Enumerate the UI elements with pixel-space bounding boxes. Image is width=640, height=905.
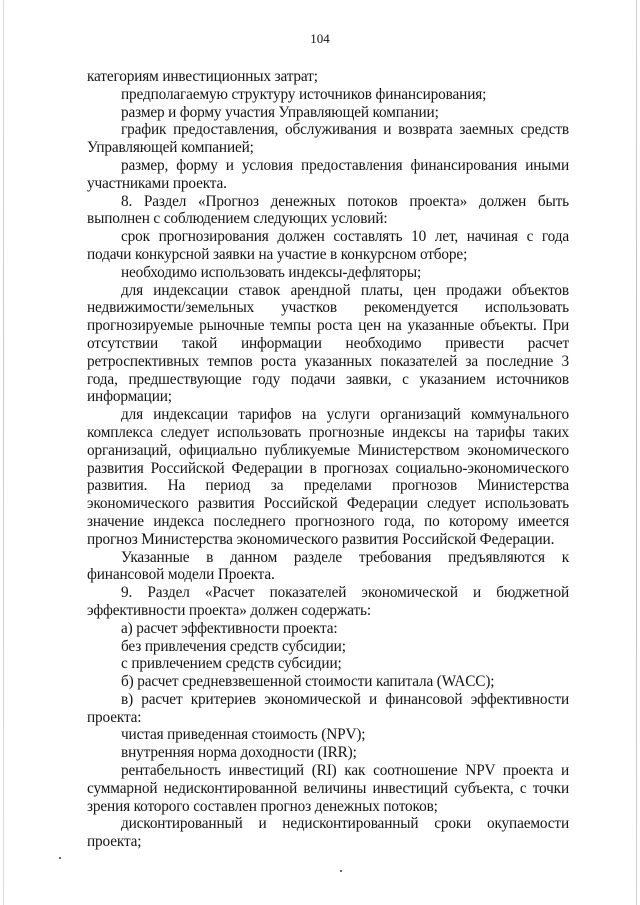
- paragraph-rent-indexation: для индексации ставок арендной платы, цен продажи объектов недвижимости/земельных участков рекомендуется использовать прогнозируемые рыночные темпы роста цен на указанные объекты. При отсутствии такой информации необходимо привести расчет ретроспективных темпов роста указанных показателей за последние 3 года, предшествующие году подачи заявки, с указанием источников информации;: [87, 281, 569, 406]
- paragraph-investment-categories: категориям инвестиционных затрат;: [87, 68, 318, 85]
- paragraph-model-requirements: Указанные в данном разделе требования предъявляются к финансовой модели Проекта.: [87, 548, 569, 584]
- list-item-ri: рентабельность инвестиций (RI) как соотношение NPV проекта и суммарной недисконтированной величины инвестиций субъекта, с точки зрения которого составлен прогноз денежных потоков;: [87, 762, 569, 815]
- paragraph-section-8: 8. Раздел «Прогноз денежных потоков проекта» должен быть выполнен с соблюдением следующих условий:: [87, 192, 569, 228]
- paragraph-management-company-share: размер и форму участия Управляющей компании;: [121, 103, 439, 121]
- list-item-irr: внутренняя норма доходности (IRR);: [121, 744, 357, 762]
- list-item-without-subsidy: без привлечения средств субсидии;: [121, 637, 346, 655]
- list-item-b-wacc: б) расчет средневзвешенной стоимости капитала (WACC);: [121, 673, 495, 691]
- document-body: [87, 68, 569, 851]
- paragraph-financing-sources: предполагаемую структуру источников финансирования;: [121, 85, 487, 103]
- paragraph-deflators: необходимо использовать индексы-дефляторы;: [121, 263, 422, 281]
- list-item-payback: дисконтированный и недисконтированный сроки окупаемости проекта;: [87, 815, 569, 851]
- paragraph-loan-schedule: график предоставления, обслуживания и возврата заемных средств Управляющей компанией;: [87, 121, 569, 157]
- list-item-a: а) расчет эффективности проекта:: [121, 619, 338, 637]
- scan-edge-left: [3, 0, 4, 905]
- list-item-with-subsidy: с привлечением средств субсидии;: [121, 655, 342, 673]
- list-item-npv: чистая приведенная стоимость (NPV);: [121, 726, 366, 744]
- scan-speck: [340, 870, 342, 872]
- paragraph-other-participants: размер, форму и условия предоставления финансирования иными участниками проекта.: [87, 156, 569, 192]
- list-item-c-criteria: в) расчет критериев экономической и финансовой эффективности проекта:: [87, 690, 569, 726]
- paragraph-forecast-term: срок прогнозирования должен составлять 10 лет, начиная с года подачи конкурсной заявки на участие в конкурсном отборе;: [87, 228, 569, 263]
- scan-speck: [59, 857, 61, 859]
- paragraph-section-9: 9. Раздел «Расчет показателей экономической и бюджетной эффективности проекта» должен содержать:: [87, 584, 569, 619]
- scan-edge-right: [636, 0, 637, 905]
- page-number: 104: [310, 31, 330, 46]
- paragraph-tariff-indexation: для индексации тарифов на услуги организаций коммунального комплекса следует использовать прогнозные индексы на тарифы таких организаций, официально публикуемые Министерством экономического развития Российской Федерации в прогнозах социально-экономического развития. На период за пределами прогнозов Министерства экономического развития Российской Федерации следует использовать значение индекса последнего прогнозного года, по которому имеется прогноз Министерства экономического развития Российской Федерации.: [87, 406, 569, 548]
